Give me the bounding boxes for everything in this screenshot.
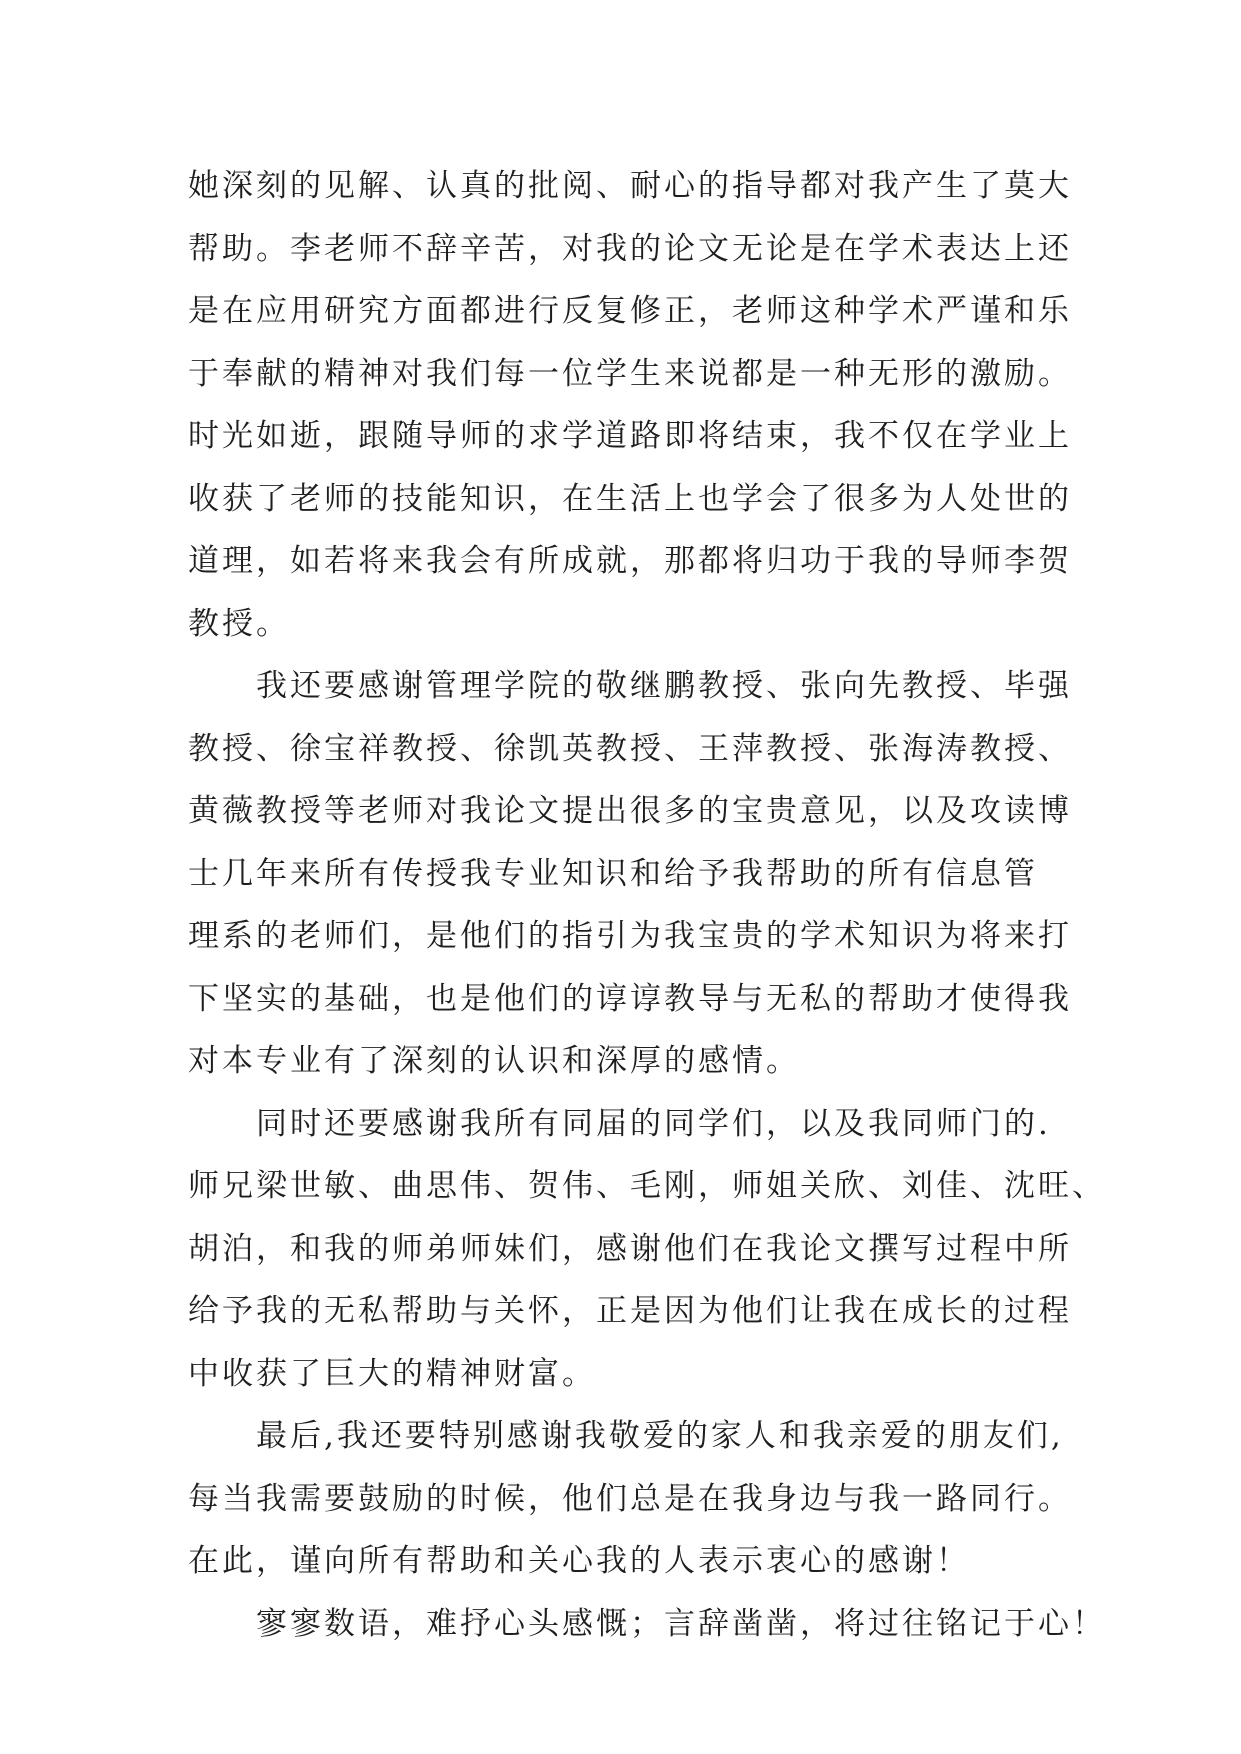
text-line: 时光如逝，跟随导师的求学道路即将结束，我不仅在学业上 bbox=[188, 418, 1072, 454]
text-line: 在此，谨向所有帮助和关心我的人表示衷心的感谢！ bbox=[188, 1543, 970, 1579]
text-line: 中收获了巨大的精神财富。 bbox=[188, 1355, 596, 1392]
text-line: 帮助。李老师不辞辛苦，对我的论文无论是在学术表达上还 bbox=[188, 230, 1072, 267]
text-line: 收获了老师的技能知识，在生活上也学会了很多为人处世的 bbox=[188, 480, 1072, 517]
paragraph-start-line: 同时还要感谢我所有同届的同学们，以及我同师门的. bbox=[256, 1105, 1051, 1142]
text-line: 师兄梁世敏、曲思伟、贺伟、毛刚，师姐关欣、刘佳、沈旺、 bbox=[188, 1168, 1106, 1204]
text-line: 道理，如若将来我会有所成就，那都将归功于我的导师李贺 bbox=[188, 543, 1072, 579]
text-line: 她深刻的见解、认真的批阅、耐心的指导都对我产生了莫大 bbox=[188, 168, 1072, 204]
text-line: 教授、徐宝祥教授、徐凯英教授、王萍教授、张海涛教授、 bbox=[188, 730, 1072, 767]
acknowledgement-text bbox=[188, 155, 1106, 1655]
text-line: 教授。 bbox=[188, 605, 290, 642]
paragraph-start-line: 最后,我还要特别感谢我敬爱的家人和我亲爱的朋友们, bbox=[256, 1418, 1064, 1454]
text-line: 黄薇教授等老师对我论文提出很多的宝贵意见，以及攻读博 bbox=[188, 793, 1072, 829]
text-line: 对本专业有了深刻的认识和深厚的感情。 bbox=[188, 1043, 800, 1079]
text-line: 理系的老师们，是他们的指引为我宝贵的学术知识为将来打 bbox=[188, 918, 1072, 954]
text-line: 下坚实的基础，也是他们的谆谆教导与无私的帮助才使得我 bbox=[188, 980, 1072, 1017]
text-line: 每当我需要鼓励的时候，他们总是在我身边与我一路同行。 bbox=[188, 1480, 1072, 1517]
paragraph-start-line: 我还要感谢管理学院的敬继鹏教授、张向先教授、毕强 bbox=[256, 668, 1072, 704]
text-line: 是在应用研究方面都进行反复修正，老师这种学术严谨和乐 bbox=[188, 293, 1072, 329]
text-line: 士几年来所有传授我专业知识和给予我帮助的所有信息管 bbox=[188, 855, 1038, 892]
text-line: 胡泊，和我的师弟师妹们，感谢他们在我论文撰写过程中所 bbox=[188, 1230, 1072, 1267]
text-line: 给予我的无私帮助与关怀，正是因为他们让我在成长的过程 bbox=[188, 1293, 1072, 1329]
paragraph-start-line: 寥寥数语，难抒心头感慨；言辞凿凿，将过往铭记于心！ bbox=[256, 1605, 1106, 1642]
text-line: 于奉献的精神对我们每一位学生来说都是一种无形的激励。 bbox=[188, 355, 1072, 392]
